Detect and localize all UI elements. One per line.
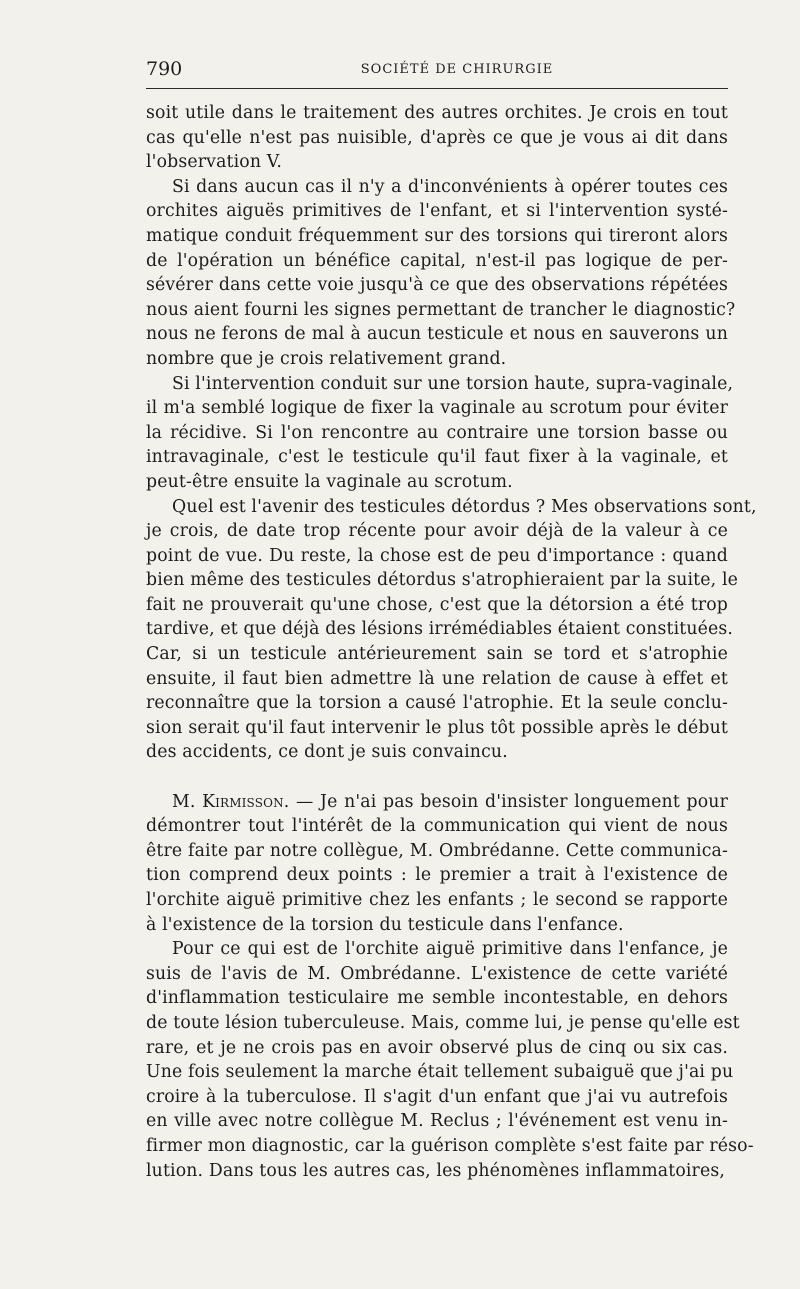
text-line: rare, et je ne crois pas en avoir observé plus de cinq ou six cas.	[146, 1037, 728, 1058]
text-line: Si dans aucun cas il n'y a d'inconvénients à opérer toutes ces	[172, 176, 728, 197]
text-line: sion serait qu'il faut intervenir le plus tôt possible après le début	[146, 717, 728, 738]
text-line: Une fois seulement la marche était tellement subaiguë que j'ai pu	[146, 1062, 734, 1083]
text-line: de l'opération un bénéfice capital, n'est-il pas logique de per-	[146, 250, 728, 271]
text-line: à l'existence de la torsion du testicule dans l'enfance.	[146, 914, 624, 935]
text-line: tion comprend deux points : le premier a trait à l'existence de	[146, 865, 728, 886]
text-line: tardive, et que déjà des lésions irrémédiables étaient constituées.	[146, 619, 734, 640]
text-line: d'inflammation testiculaire me semble incontestable, en dehors	[146, 988, 728, 1009]
text-line: nous ne ferons de mal à aucun testicule et nous en sauverons un	[146, 324, 728, 345]
text-line: ensuite, il faut bien admettre là une relation de cause à effet et	[146, 668, 728, 689]
text-line: sévérer dans cette voie jusqu'à ce que des observations répétées	[146, 275, 728, 296]
text-line: croire à la tuberculose. Il s'agit d'un enfant que j'ai vu autrefois	[146, 1086, 728, 1107]
text-line: fait ne prouverait qu'une chose, c'est que la détorsion a été trop	[146, 594, 728, 615]
text-line: nous aient fourni les signes permettant de trancher le diagnostic?	[146, 299, 736, 320]
speaker-prefix: M.	[172, 791, 203, 812]
body-text	[146, 101, 757, 1183]
text-line: être faite par notre collègue, M. Ombrédanne. Cette communica-	[146, 840, 728, 861]
running-title: SOCIÉTÉ DE CHIRURGIE	[360, 62, 554, 77]
text-line: nombre que je crois relativement grand.	[146, 348, 507, 369]
text-line: Si l'intervention conduit sur une torsion haute, supra-vaginale,	[172, 373, 734, 394]
paragraph	[146, 372, 734, 495]
paragraph	[146, 495, 757, 766]
speech-first-line-rest: — Je n'ai pas besoin d'insister longuement pour	[289, 791, 728, 812]
speech-first-line	[146, 790, 728, 815]
speech-paragraph	[146, 790, 728, 938]
text-line: l'observation V.	[146, 152, 283, 173]
text-line: cas qu'elle n'est pas nuisible, d'après ce que je vous ai dit dans	[146, 127, 728, 148]
paragraph	[146, 937, 754, 1183]
text-line: des accidents, ce dont je suis convaincu.	[146, 742, 508, 763]
text-line: intravaginale, c'est le testicule qu'il faut fixer à la vaginale, et	[146, 447, 728, 468]
text-line: la récidive. Si l'on rencontre au contraire une torsion basse ou	[146, 422, 728, 443]
header-rule	[146, 88, 728, 89]
body-part-one	[146, 101, 757, 765]
text-line: soit utile dans le traitement des autres orchites. Je crois en tout	[146, 103, 728, 123]
section-gap	[146, 765, 728, 790]
text-line: Pour ce qui est de l'orchite aiguë primitive dans l'enfance, je	[172, 939, 728, 960]
text-line: l'orchite aiguë primitive chez les enfants ; le second se rapporte	[146, 890, 728, 910]
text-line: il m'a semblé logique de fixer la vaginale au scrotum pour éviter	[146, 398, 728, 419]
text-line: reconnaître que la torsion a causé l'atrophie. Et la seule conclu-	[146, 693, 728, 714]
page-header	[146, 52, 728, 88]
text-line: bien même des testicules détordus s'atrophieraient par la suite, le	[146, 570, 738, 591]
text-line: orchites aiguës primitives de l'enfant, et si l'intervention systé-	[146, 201, 728, 222]
text-line: lution. Dans tous les autres cas, les phénomènes inflammatoires,	[146, 1160, 726, 1181]
body-part-two	[146, 937, 754, 1183]
text-line: peut-être ensuite la vaginale au scrotum.	[146, 471, 513, 492]
text-line: je crois, de date trop récente pour avoir déjà de la valeur à ce	[146, 521, 728, 542]
speaker-name: Kirmisson.	[202, 791, 290, 812]
paragraph	[146, 101, 728, 175]
text-line: Quel est l'avenir des testicules détordus ? Mes observations sont,	[172, 496, 757, 517]
text-line: point de vue. Du reste, la chose est de peu d'importance : quand	[146, 545, 728, 566]
text-line: suis de l'avis de M. Ombrédanne. L'existence de cette variété	[146, 963, 728, 984]
page-number: 790	[146, 58, 183, 80]
text-line: de toute lésion tuberculeuse. Mais, comme lui, je pense qu'elle est	[146, 1012, 740, 1033]
paragraph	[146, 175, 736, 372]
text-line: démontrer tout l'intérêt de la communication qui vient de nous	[146, 816, 728, 837]
text-line: Car, si un testicule antérieurement sain se tord et s'atrophie	[146, 644, 728, 665]
text-line: firmer mon diagnostic, car la guérison complète s'est faite par réso-	[146, 1135, 754, 1156]
text-line: en ville avec notre collègue M. Reclus ; l'événement est venu in-	[146, 1111, 728, 1132]
text-line: matique conduit fréquemment sur des torsions qui tireront alors	[146, 225, 728, 246]
